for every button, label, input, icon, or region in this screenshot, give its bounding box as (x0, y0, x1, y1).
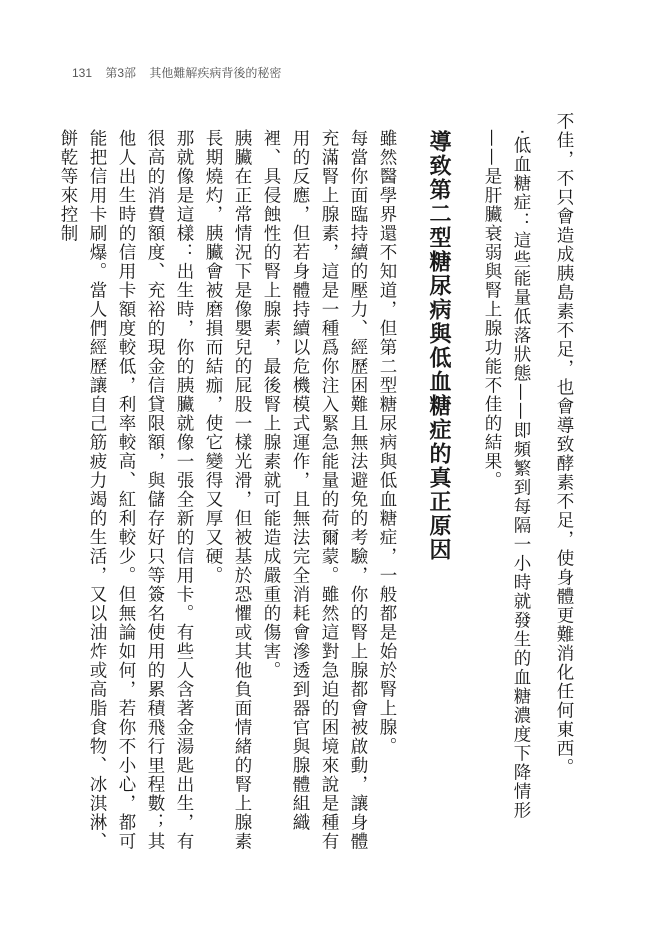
part-title: 其他難解疾病背後的秘密 (149, 66, 282, 80)
page-number: 131 (72, 66, 93, 80)
paragraph-intro: 雖然醫學界還不知道，但第二型糖尿病與低血糖症，一般都是始於腎上腺。 (377, 129, 397, 756)
bullet-hypoglycemia: ‧低血糖症：這些能量低落狀態——即頻繁到每隔一小時就發生的血糖濃度下降情形——是肝臟衰弱與腎上腺功能不佳的結果。 (482, 129, 531, 821)
paragraph-adrenal: 每當你面臨持續的壓力、經歷困難且無法避免的考驗，你的腎上腺都會被啟動，讓身體充滿腎上腺素，這是一種爲你注入緊急能量的荷爾蒙。雖然這對急迫的困境來說是種有用的反應，但若身體持續以危機模式運作，且無法完全消耗會滲透到器官與腺體組織裡、具侵蝕性的腎上腺素，最後腎上腺素就可能造成嚴重的傷害。 (261, 129, 368, 851)
section-heading: 導致第二型糖尿病與低血糖症的真正原因 (426, 130, 452, 562)
paragraph-continued: 不佳，不只會造成胰島素不足，也會導致酵素不足，使身體更難消化任何東西。 (554, 112, 574, 777)
page-body (58, 112, 578, 857)
running-header (72, 64, 291, 81)
paragraph-pancreas: 胰臟在正常情況下是像嬰兒的屁股一樣光滑，但被基於恐懼或其他負面情緒的腎上腺素長期燒灼，胰臟會被磨損而結痂，使它變得又厚又硬。 (203, 129, 252, 851)
part-label: 第3部 (105, 66, 137, 80)
paragraph-credit-card: 那就像是這樣：出生時，你的胰臟就像一張全新的信用卡。有些人含著金湯匙出生，有很高的消費額度、充裕的現金信貸限額，與儲存好只等簽名使用的累積飛行里程數；其他人出生時的信用卡額度較低，利率較高、紅利較少。但無論如何，若你不小心，都可能把信用卡刷爆。當人們經歷讓自己筋疲力竭的生活，又以油炸或高脂食物、冰淇淋、餅乾等來控制 (58, 129, 194, 851)
